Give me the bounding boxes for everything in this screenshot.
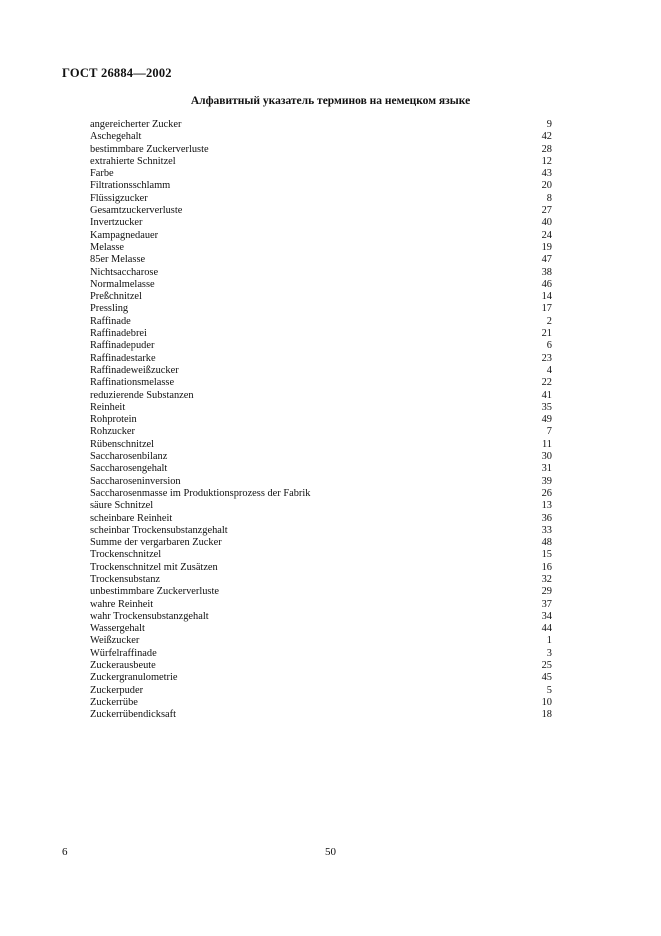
index-entry (90, 451, 552, 463)
index-entry (90, 316, 552, 328)
index-term: Zuckerpuder (90, 684, 144, 696)
index-entry (90, 611, 552, 623)
index-entry (90, 463, 552, 475)
index-entry (90, 254, 552, 266)
index-term-number: 45 (541, 672, 552, 684)
index-term-number: 41 (541, 389, 552, 401)
index-term: Raffinadebrei (90, 328, 147, 340)
index-term-number: 26 (541, 487, 552, 499)
index-term: scheinbare Reinheit (90, 512, 173, 524)
index-term: Trockensubstanz (90, 573, 161, 585)
index-term: Melasse (90, 241, 125, 253)
index-entry (90, 574, 552, 586)
index-term-number: 18 (541, 709, 552, 721)
index-term: Zuckerrübe (90, 696, 138, 708)
index-term: wahre Reinheit (90, 598, 154, 610)
index-term-number: 42 (541, 131, 552, 143)
index-term: Flüssigzucker (90, 192, 148, 204)
index-term-number: 40 (541, 217, 552, 229)
index-term-number: 23 (541, 352, 552, 364)
index-term: Raffinadeweißzucker (90, 364, 179, 376)
index-term: angereicherter Zucker (90, 119, 182, 130)
index-term-number: 21 (541, 328, 552, 340)
index-term: extrahierte Schnitzel (90, 155, 176, 167)
index-term-number: 43 (541, 168, 552, 180)
index-entry (90, 549, 552, 561)
index-term-number: 13 (541, 500, 552, 512)
index-term-number: 20 (541, 180, 552, 192)
index-term: Filtrationsschlamm (90, 180, 171, 192)
index-term-number: 24 (541, 229, 552, 241)
index-entry (90, 242, 552, 254)
index-entry (90, 390, 552, 402)
index-entry (90, 672, 552, 684)
index-entry (90, 156, 552, 168)
index-term: Raffinationsmelasse (90, 377, 175, 389)
index-entry (90, 635, 552, 647)
index-entry (90, 500, 552, 512)
index-term-number: 17 (541, 303, 552, 315)
index-term: Saccharosengehalt (90, 463, 168, 475)
index-term: Raffinade (90, 315, 131, 327)
index-entry (90, 205, 552, 217)
index-term-number: 39 (541, 475, 552, 487)
index-term-number: 10 (541, 696, 552, 708)
index-term: Zuckergranulometrie (90, 672, 178, 684)
index-term-number: 6 (546, 340, 552, 352)
index-entry (90, 180, 552, 192)
index-entry (90, 291, 552, 303)
index-entry (90, 168, 552, 180)
index-term-number: 25 (541, 660, 552, 672)
index-entry (90, 365, 552, 377)
index-entry (90, 648, 552, 660)
index-term-number: 19 (541, 241, 552, 253)
index-term-number: 1 (546, 635, 552, 647)
index-term: bestimmbare Zuckerverluste (90, 143, 209, 155)
index-term-number: 12 (541, 155, 552, 167)
index-entry (90, 488, 552, 500)
index-term: Zuckerrübendicksaft (90, 709, 176, 721)
index-entry (90, 193, 552, 205)
index-term-number: 3 (546, 647, 552, 659)
index-term-number: 11 (541, 438, 552, 450)
index-term: Reinheit (90, 401, 126, 413)
index-term-number: 22 (541, 377, 552, 389)
index-entry (90, 660, 552, 672)
index-term-number: 37 (541, 598, 552, 610)
index-term-number: 9 (546, 119, 552, 130)
index-entry (90, 377, 552, 389)
index-entry (90, 144, 552, 156)
index-entry (90, 267, 552, 279)
index-term: Rohprotein (90, 414, 137, 426)
index-entry (90, 599, 552, 611)
index-term: Würfelraffinade (90, 647, 157, 659)
index-entry (90, 697, 552, 709)
index-entry (90, 303, 552, 315)
index-term-number: 33 (541, 524, 552, 536)
index-term-number: 49 (541, 414, 552, 426)
index-entry (90, 685, 552, 697)
index-term-number: 44 (541, 623, 552, 635)
index-term-number: 29 (541, 586, 552, 598)
index-term-number: 27 (541, 205, 552, 217)
index-entry (90, 402, 552, 414)
index-entry (90, 586, 552, 598)
index-entry (90, 328, 552, 340)
index-entry (90, 562, 552, 574)
index-term: Zuckerausbeute (90, 660, 156, 672)
index-entry (90, 476, 552, 488)
index-term-number: 36 (541, 512, 552, 524)
index-entry (90, 426, 552, 438)
index-term: Saccharosenmasse im Produktionsprozess der Fabrik (90, 487, 311, 499)
index-term-number: 7 (546, 426, 552, 438)
page-number-left: 6 (62, 846, 68, 858)
index-term: Nichtsaccharose (90, 266, 159, 278)
index-term-number: 32 (541, 573, 552, 585)
document-code: ГОСТ 26884—2002 (62, 66, 172, 80)
index-term: scheinbar Trockensubstanzgehalt (90, 524, 228, 536)
index-term: Rohzucker (90, 426, 136, 438)
page-number-center: 50 (325, 846, 336, 858)
index-term-number: 28 (541, 143, 552, 155)
index-term: Aschegehalt (90, 131, 142, 143)
index-entry (90, 537, 552, 549)
index-term-number: 5 (546, 684, 552, 696)
index-term: Saccharosenbilanz (90, 451, 168, 463)
index-term: Wassergehalt (90, 623, 145, 635)
index-term: Farbe (90, 168, 114, 180)
index-entry (90, 119, 552, 131)
index-entry (90, 439, 552, 451)
index-term: Gesamtzuckerverluste (90, 205, 183, 217)
index-term-number: 4 (546, 364, 552, 376)
index-term: Invertzucker (90, 217, 143, 229)
index-entry (90, 414, 552, 426)
index-term-number: 8 (546, 192, 552, 204)
index-term: Rübenschnitzel (90, 438, 155, 450)
index-term: säure Schnitzel (90, 500, 154, 512)
index-term: Normalmelasse (90, 278, 155, 290)
index-entry (90, 525, 552, 537)
index-term-number: 34 (541, 610, 552, 622)
index-entry (90, 230, 552, 242)
index-term: Raffinadestarke (90, 352, 156, 364)
index-term-number: 35 (541, 401, 552, 413)
index-term: Trockenschnitzel (90, 549, 162, 561)
index-entry (90, 340, 552, 352)
index-entry (90, 623, 552, 635)
index-entry (90, 131, 552, 143)
index-term-number: 2 (546, 315, 552, 327)
index-term-number: 46 (541, 278, 552, 290)
index-term-number: 38 (541, 266, 552, 278)
index-entry (90, 279, 552, 291)
index-entry (90, 217, 552, 229)
index-entry (90, 709, 552, 721)
index-term-number: 30 (541, 451, 552, 463)
index-term-number: 47 (541, 254, 552, 266)
index-term: Kampagnedauer (90, 229, 159, 241)
index-term: Raffinadepuder (90, 340, 155, 352)
index-list (90, 119, 552, 722)
index-term: 85er Melasse (90, 254, 146, 266)
index-entry (90, 353, 552, 365)
index-title: Алфавитный указатель терминов на немецком языке (190, 95, 471, 107)
index-term-number: 15 (541, 549, 552, 561)
index-term-number: 14 (541, 291, 552, 303)
index-term: unbestimmbare Zuckerverluste (90, 586, 219, 598)
index-term: Summe der vergarbaren Zucker (90, 537, 222, 549)
index-term: Saccharoseninversion (90, 475, 181, 487)
index-term-number: 16 (541, 561, 552, 573)
index-term-number: 31 (541, 463, 552, 475)
index-term: Trockenschnitzel mit Zusätzen (90, 561, 218, 573)
index-term: reduzierende Substanzen (90, 389, 194, 401)
index-term-number: 48 (541, 537, 552, 549)
index-term: Preßchnitzel (90, 291, 142, 303)
index-entry (90, 513, 552, 525)
index-term: Pressling (90, 303, 129, 315)
index-term: wahr Trockensubstanzgehalt (90, 610, 209, 622)
index-term: Weißzucker (90, 635, 140, 647)
